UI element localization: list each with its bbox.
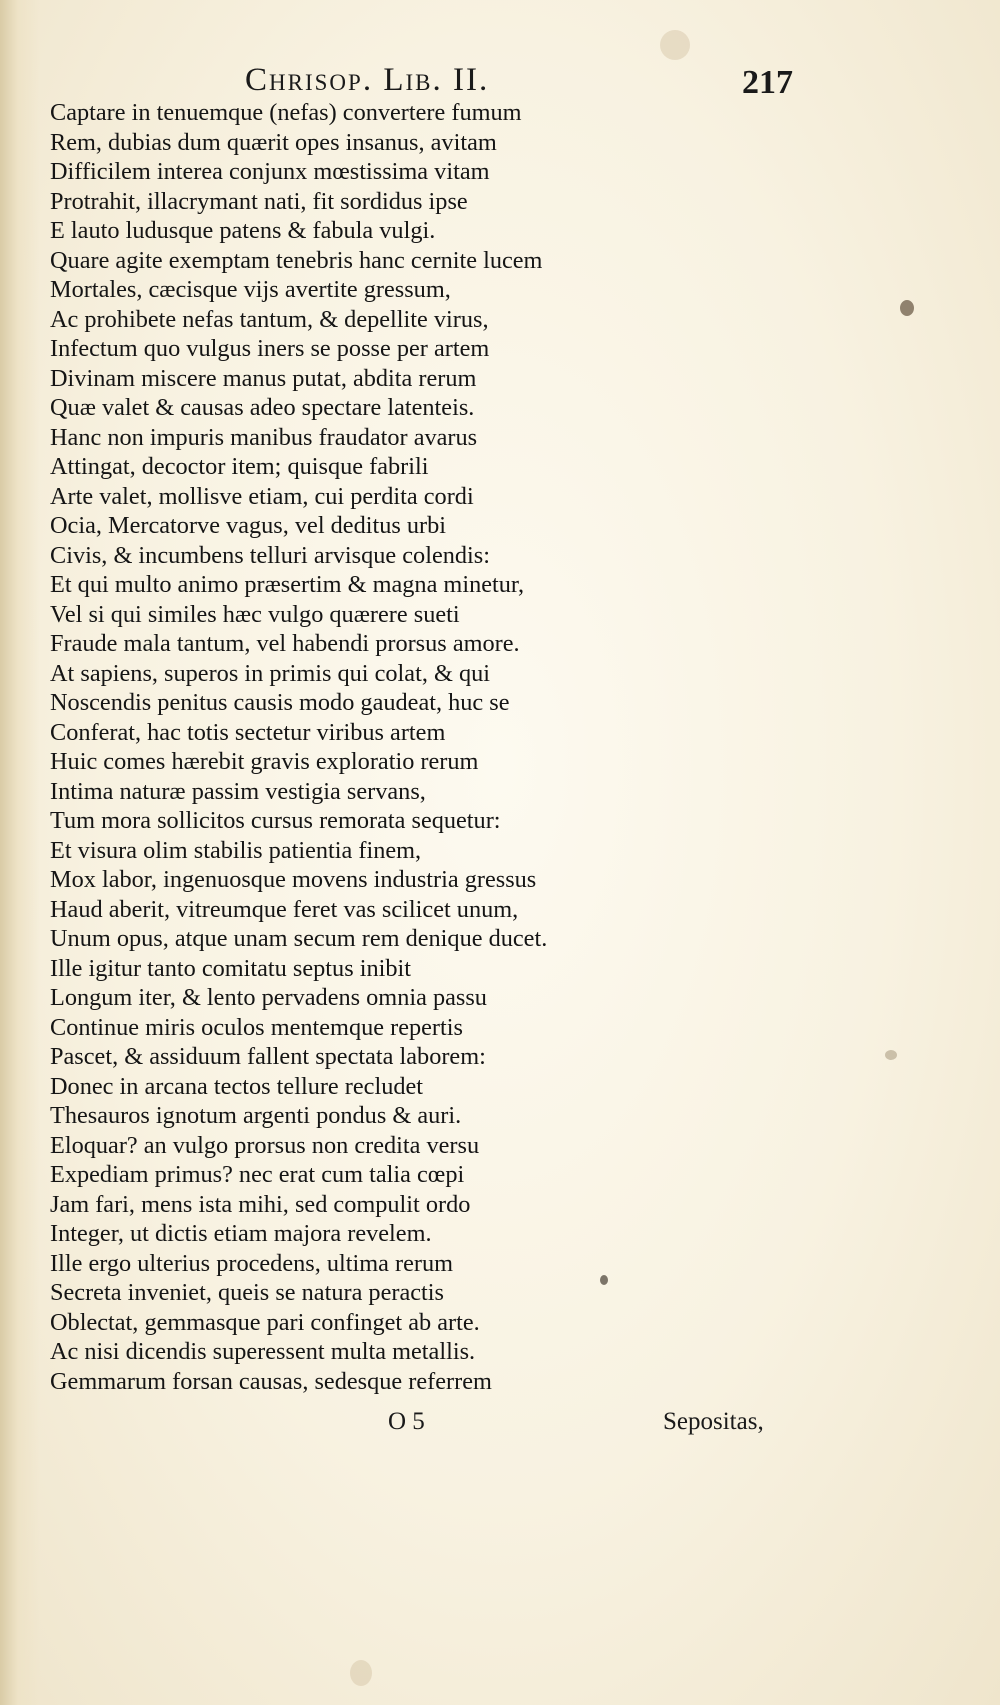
- foxing-spot: [900, 300, 914, 316]
- verse-line: Expediam primus? nec erat cum talia cœpi: [50, 1161, 465, 1188]
- running-title: Chrisop. Lib. II.: [245, 62, 490, 98]
- verse-line: Haud aberit, vitreumque feret vas scilicet unum,: [50, 895, 519, 923]
- catchword: Sepositas,: [663, 1408, 764, 1435]
- verse-line: Donec in arcana tectos tellure recludet: [50, 1072, 424, 1100]
- verse-line: Jam fari, mens ista mihi, sed compulit ordo: [50, 1190, 471, 1218]
- binding-gutter: [0, 0, 40, 1705]
- verse-line: Pascet, & assiduum fallent spectata laborem:: [50, 1043, 486, 1070]
- verse-line: Unum opus, atque unam secum rem denique ducet.: [50, 925, 548, 952]
- page-header: [0, 62, 1000, 102]
- verse-line: Intima naturæ passim vestigia servans,: [50, 777, 426, 805]
- verse-line: Ac prohibete nefas tantum, & depellite virus,: [50, 305, 489, 333]
- verse-line: Integer, ut dictis etiam majora revelem.: [50, 1220, 432, 1247]
- verse-text: [50, 98, 650, 1396]
- foxing-spot: [350, 1660, 372, 1686]
- verse-line: Tum mora sollicitos cursus remorata sequetur:: [50, 807, 501, 834]
- verse-line: Civis, & incumbens telluri arvisque colendis:: [50, 541, 490, 569]
- verse-line: Longum iter, & lento pervadens omnia passu: [50, 984, 487, 1011]
- verse-line: Oblectat, gemmasque pari confinget ab arte.: [50, 1308, 480, 1336]
- page-number: 217: [742, 64, 793, 101]
- verse-line: Infectum quo vulgus iners se posse per artem: [50, 335, 490, 362]
- foxing-spot: [660, 30, 690, 60]
- verse-line: Ille igitur tanto comitatu septus inibit: [50, 954, 412, 982]
- verse-line: Quæ valet & causas adeo spectare latenteis.: [50, 394, 475, 421]
- verse-line: Huic comes hærebit gravis exploratio rerum: [50, 748, 479, 775]
- verse-line: Difficilem interea conjunx mœstissima vitam: [50, 158, 490, 185]
- verse-line: Vel si qui similes hæc vulgo quærere sueti: [50, 600, 460, 628]
- verse-line: Eloquar? an vulgo prorsus non credita versu: [50, 1131, 480, 1159]
- verse-line: Continue miris oculos mentemque repertis: [50, 1013, 463, 1041]
- verse-line: Thesauros ignotum argenti pondus & auri.: [50, 1102, 462, 1129]
- verse-line: Secreta inveniet, queis se natura peractis: [50, 1279, 444, 1306]
- verse-line: Conferat, hac totis sectetur viribus artem: [50, 718, 446, 746]
- verse-line: Captare in tenuemque (nefas) convertere fumum: [50, 99, 522, 126]
- foxing-spot: [885, 1050, 897, 1060]
- verse-line: E lauto ludusque patens & fabula vulgi.: [50, 217, 436, 244]
- verse-line: Et qui multo animo præsertim & magna minetur,: [50, 571, 525, 598]
- verse-line: Arte valet, mollisve etiam, cui perdita cordi: [50, 482, 474, 510]
- verse-line: Ac nisi dicendis superessent multa metallis.: [50, 1338, 476, 1365]
- verse-line: Noscendis penitus causis modo gaudeat, huc se: [50, 689, 510, 716]
- verse-line: Gemmarum forsan causas, sedesque referrem: [50, 1367, 492, 1395]
- verse-line: Mortales, cæcisque vijs avertite gressum,: [50, 276, 451, 303]
- verse-line: Divinam miscere manus putat, abdita rerum: [50, 364, 477, 392]
- verse-line: Quare agite exemptam tenebris hanc cernite lucem: [50, 246, 543, 274]
- verse-line: Protrahit, illacrymant nati, fit sordidus ipse: [50, 187, 468, 215]
- verse-line: Et visura olim stabilis patientia finem,: [50, 836, 422, 864]
- verse-line: Ocia, Mercatorve vagus, vel deditus urbi: [50, 512, 447, 539]
- verse-line: Fraude mala tantum, vel habendi prorsus amore.: [50, 630, 520, 657]
- verse-line: Hanc non impuris manibus fraudator avarus: [50, 423, 478, 451]
- verse-line: Rem, dubias dum quærit opes insanus, avitam: [50, 128, 497, 156]
- verse-line: Attingat, decoctor item; quisque fabrili: [50, 453, 429, 480]
- verse-line: At sapiens, superos in primis qui colat, & qui: [50, 659, 491, 687]
- verse-line: Ille ergo ulterius procedens, ultima rerum: [50, 1249, 454, 1277]
- verse-line: Mox labor, ingenuosque movens industria gressus: [50, 866, 537, 893]
- signature-mark: O 5: [388, 1408, 425, 1435]
